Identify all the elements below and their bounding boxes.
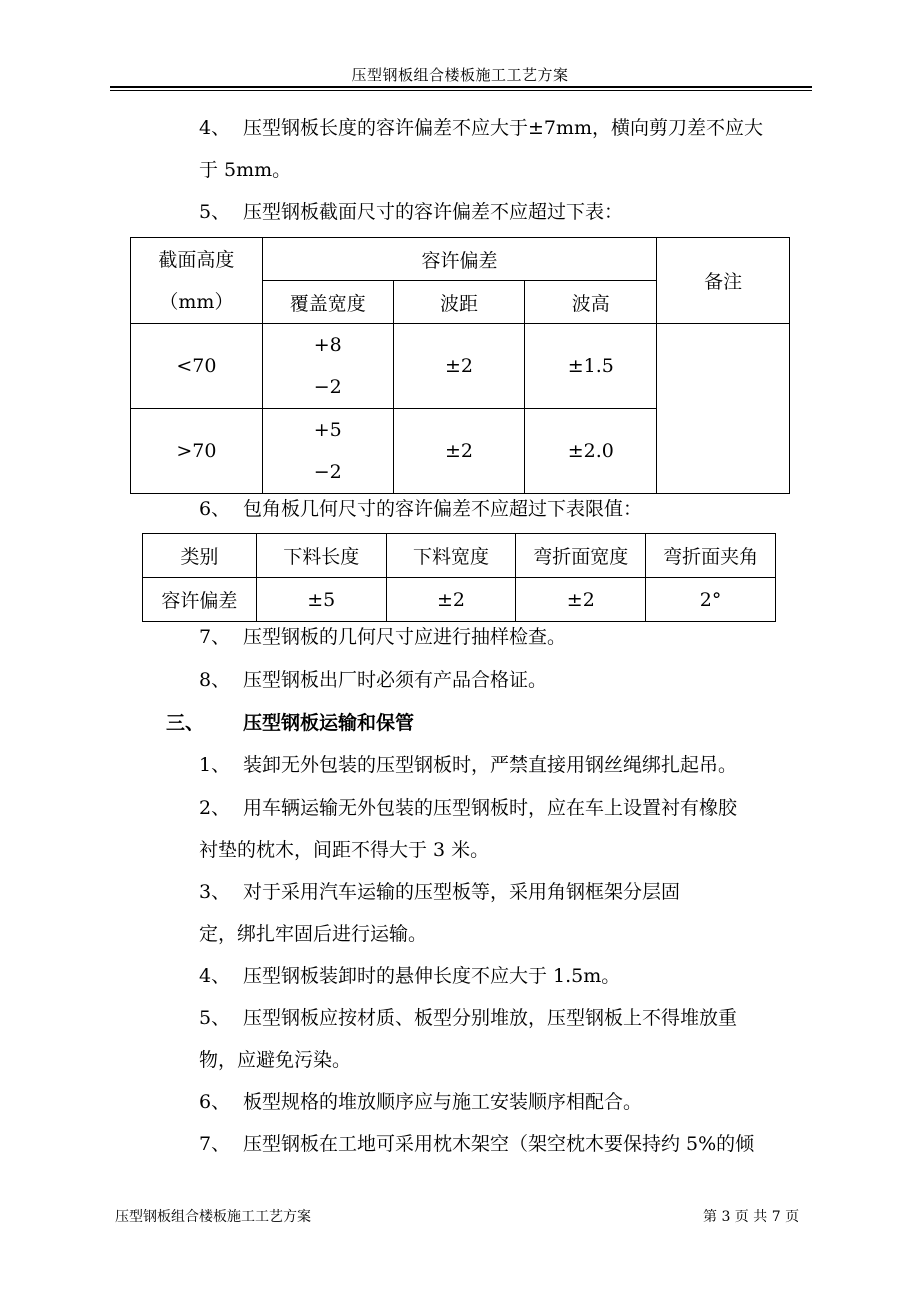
table2-cell: ±2 — [386, 578, 516, 622]
table2-cell: 2° — [646, 578, 776, 622]
section-number: 三、 — [166, 712, 205, 734]
table1-height-header: 截面高度 （mm） — [131, 238, 263, 324]
list-item — [199, 1132, 754, 1156]
item-number: 3、 — [199, 881, 231, 903]
paragraph-number: 6、 — [199, 498, 231, 520]
item-text: 对于采用汽车运输的压型板等，采用角钢框架分层固 — [243, 881, 681, 903]
table1-pitch-cell: ±2 — [393, 324, 525, 409]
item-text: 压型钢板装卸时的悬伸长度不应大于 1.5m。 — [243, 965, 621, 987]
table1-cover-width-cell: +5 −2 — [262, 409, 393, 494]
paragraph-5 — [199, 200, 623, 224]
item-number: 2、 — [199, 797, 231, 819]
table2-header-cut-width: 下料宽度 — [386, 534, 516, 578]
table1-tolerance-group-header: 容许偏差 — [262, 238, 656, 281]
footer-title: 压型钢板组合楼板施工工艺方案 — [115, 1209, 311, 1225]
item-text: 板型规格的堆放顺序应与施工安装顺序相配合。 — [243, 1091, 643, 1113]
list-item-continuation: 物，应避免污染。 — [199, 1049, 352, 1071]
table-row — [131, 324, 790, 409]
table1-remark-cell — [657, 324, 790, 494]
item-number: 1、 — [199, 754, 231, 776]
page-header-title: 压型钢板组合楼板施工工艺方案 — [351, 66, 569, 84]
list-item — [199, 880, 680, 904]
table2-header-category: 类别 — [143, 534, 257, 578]
paragraph-number: 8、 — [199, 669, 231, 691]
section-tolerance-table — [130, 237, 790, 494]
table1-cover-width-header: 覆盖宽度 — [262, 281, 393, 324]
item-number: 5、 — [199, 1007, 231, 1029]
section-title: 压型钢板运输和保管 — [243, 712, 415, 734]
section-heading — [166, 711, 414, 735]
footer-page-number: 第 3 页 共 7 页 — [703, 1209, 800, 1225]
list-item-continuation: 定，绑扎牢固后进行运输。 — [199, 923, 428, 945]
item-text: 装卸无外包装的压型钢板时，严禁直接用钢丝绳绑扎起吊。 — [243, 754, 738, 776]
table2-cell: ±2 — [516, 578, 646, 622]
list-item — [199, 753, 737, 777]
list-item — [199, 1090, 642, 1114]
table1-cover-width-cell: +8 −2 — [262, 324, 393, 409]
list-item — [199, 796, 737, 820]
item-number: 6、 — [199, 1091, 231, 1113]
paragraph-8 — [199, 668, 547, 692]
table1-wave-height-header: 波高 — [525, 281, 657, 324]
paragraph-text: 压型钢板出厂时必须有产品合格证。 — [243, 669, 548, 691]
table1-height-cell: >70 — [131, 409, 263, 494]
table2-header-bend-angle: 弯折面夹角 — [646, 534, 776, 578]
header-rule-thin — [110, 90, 812, 91]
paragraph-number: 4、 — [199, 117, 231, 139]
paragraph-text: 包角板几何尺寸的容许偏差不应超过下表限值： — [243, 498, 643, 520]
paragraph-4 — [199, 116, 763, 140]
table1-remark-header: 备注 — [657, 238, 790, 324]
paragraph-number: 5、 — [199, 201, 231, 223]
item-text: 压型钢板应按材质、板型分别堆放，压型钢板上不得堆放重 — [243, 1007, 738, 1029]
paragraph-text: 压型钢板的几何尺寸应进行抽样检查。 — [243, 626, 567, 648]
item-text: 用车辆运输无外包装的压型钢板时，应在车上设置衬有橡胶 — [243, 797, 738, 819]
table2-header-cut-length: 下料长度 — [256, 534, 386, 578]
paragraph-text: 压型钢板截面尺寸的容许偏差不应超过下表： — [243, 201, 624, 223]
list-item-continuation: 衬垫的枕木，间距不得大于 3 米。 — [199, 839, 490, 861]
item-number: 7、 — [199, 1133, 231, 1155]
table2-header-bend-width: 弯折面宽度 — [516, 534, 646, 578]
paragraph-text: 压型钢板长度的容许偏差不应大于±7mm，横向剪刀差不应大 — [243, 117, 764, 139]
table1-wave-height-cell: ±1.5 — [525, 324, 657, 409]
paragraph-7 — [199, 625, 566, 649]
list-item — [199, 1006, 737, 1030]
item-number: 4、 — [199, 965, 231, 987]
list-item — [199, 964, 620, 988]
corner-plate-tolerance-table — [142, 533, 776, 622]
table-row — [143, 578, 776, 622]
table1-pitch-cell: ±2 — [393, 409, 525, 494]
paragraph-4-continuation: 于 5mm。 — [199, 159, 292, 181]
table2-cell: ±5 — [256, 578, 386, 622]
item-text: 压型钢板在工地可采用枕木架空（架空枕木要保持约 5%的倾 — [243, 1133, 755, 1155]
paragraph-number: 7、 — [199, 626, 231, 648]
header-rule-thick — [110, 86, 812, 88]
table1-pitch-header: 波距 — [393, 281, 525, 324]
table2-cell: 容许偏差 — [143, 578, 257, 622]
table1-wave-height-cell: ±2.0 — [525, 409, 657, 494]
paragraph-6 — [199, 497, 642, 521]
table1-height-cell: <70 — [131, 324, 263, 409]
